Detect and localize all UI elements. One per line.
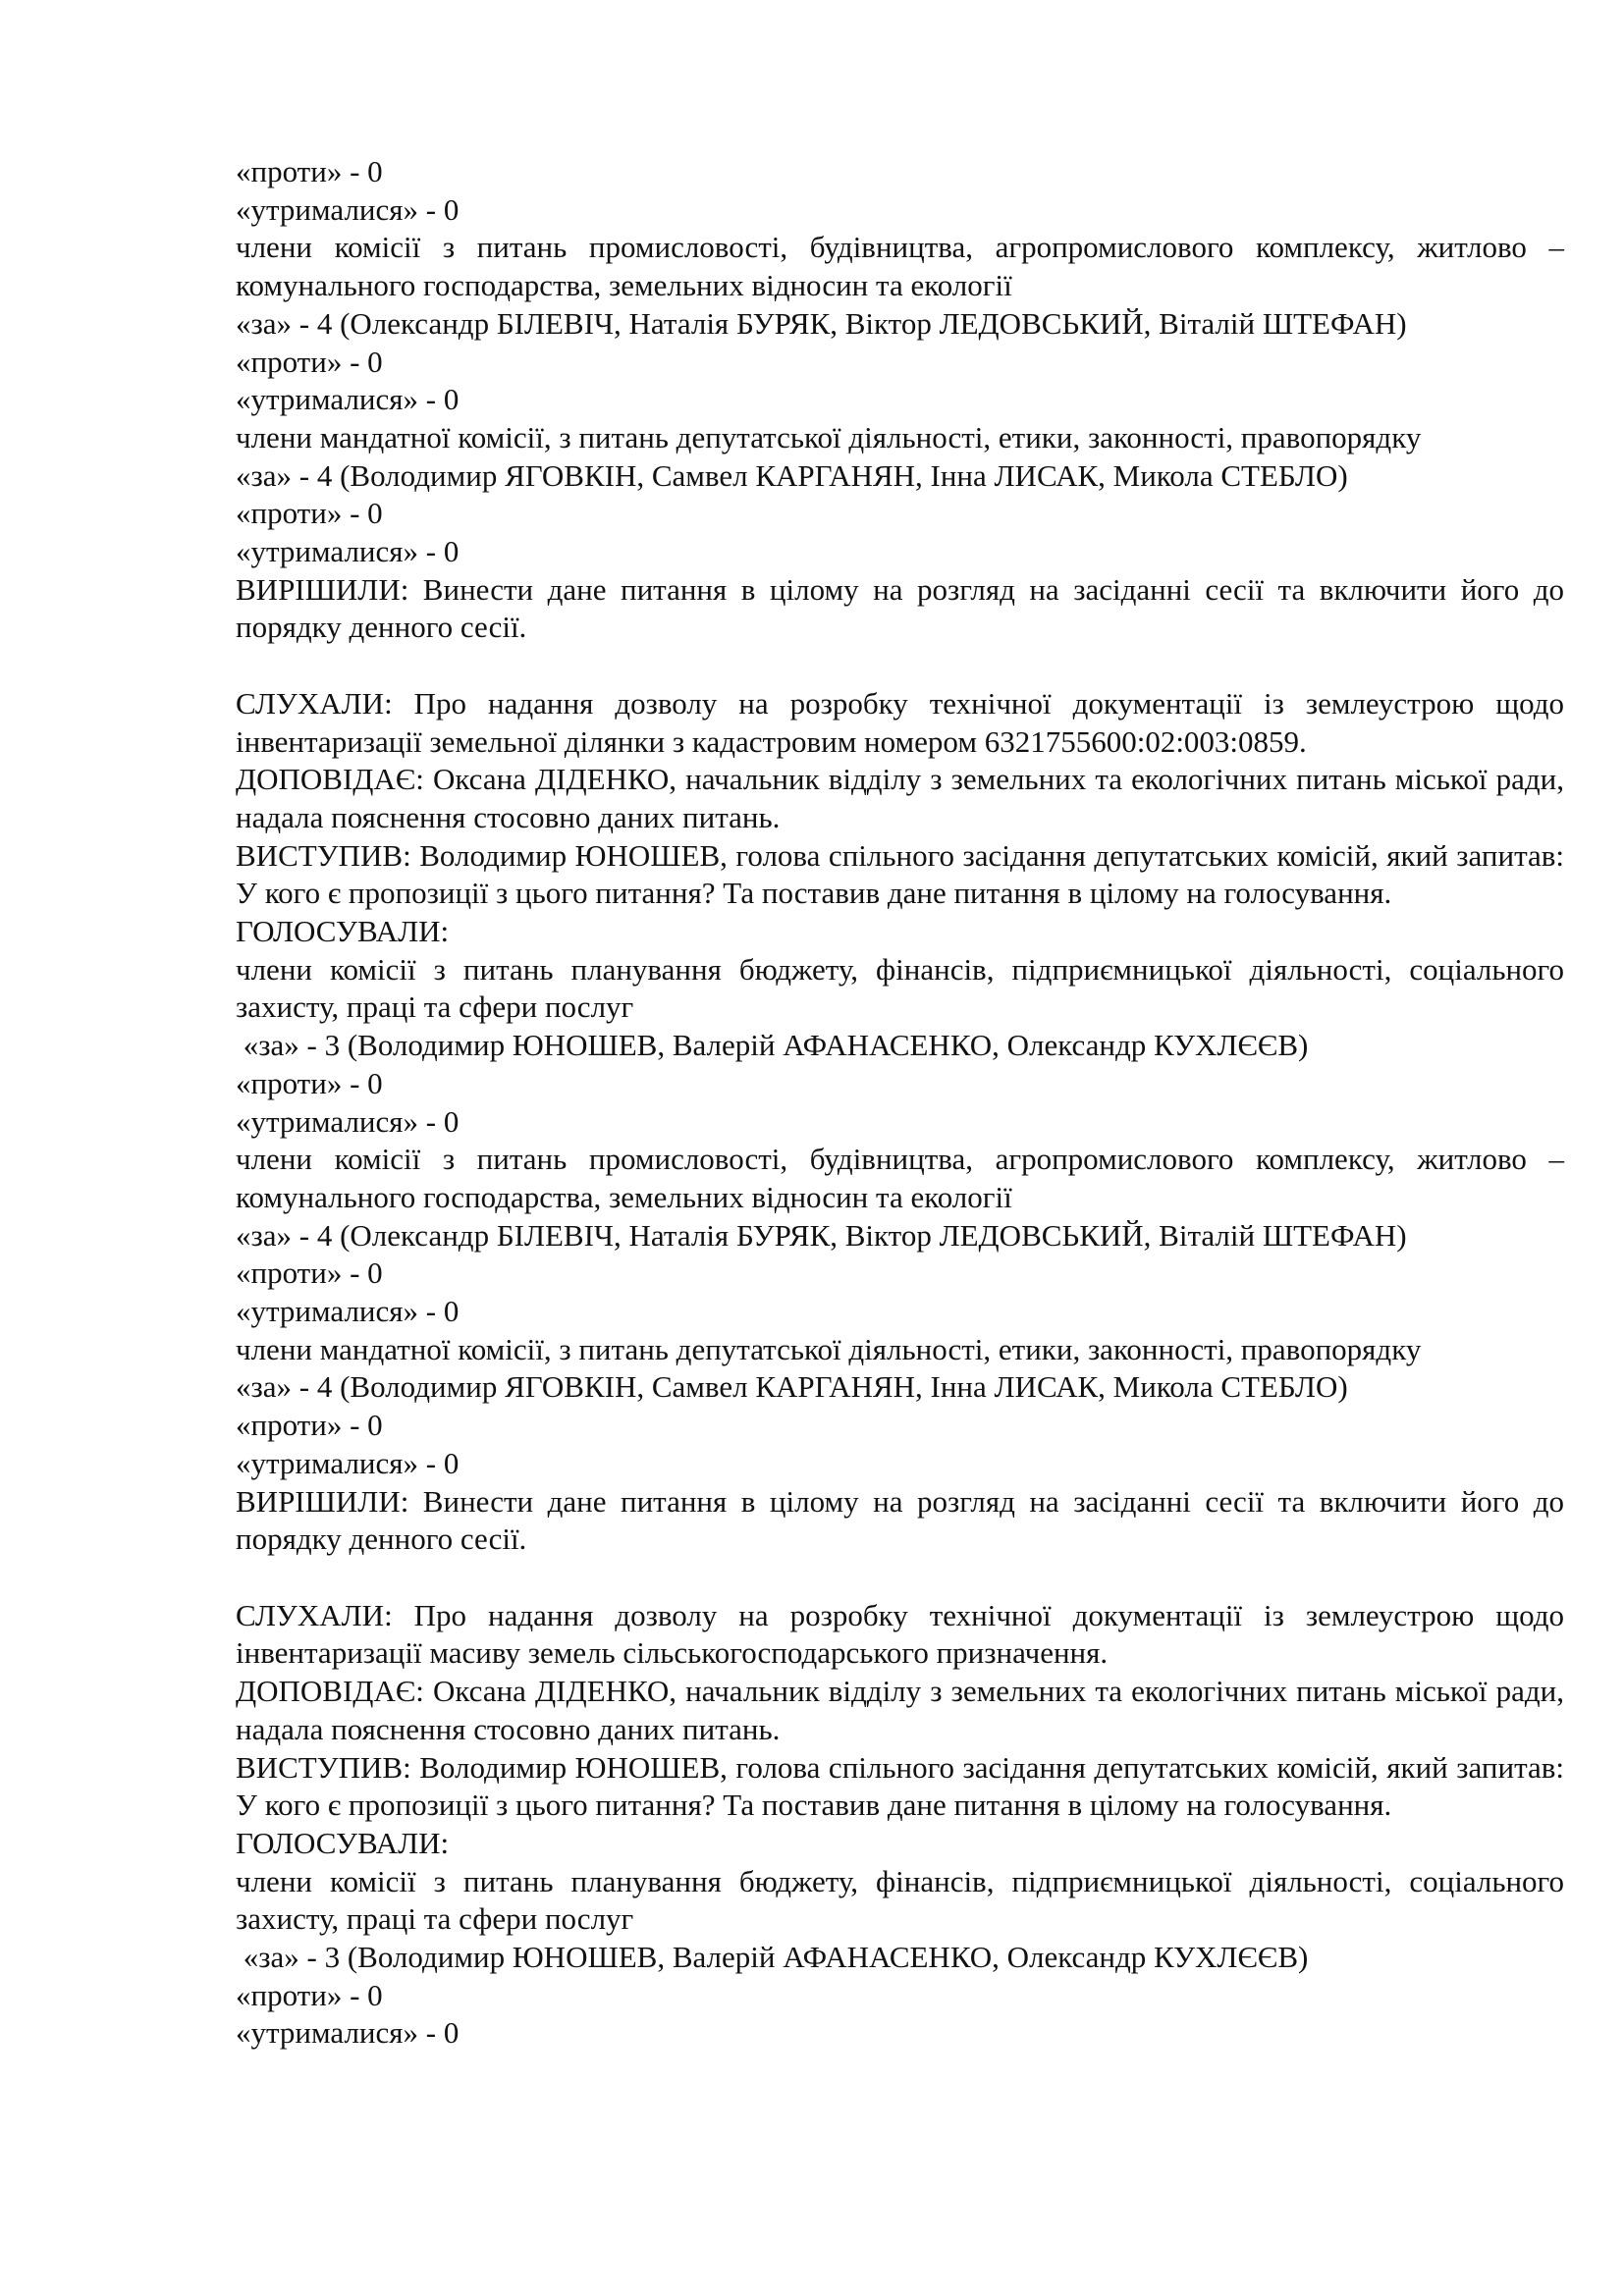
document-page (236, 153, 1564, 2053)
vote-for: «за» - 4 (Олександр БІЛЕВІЧ, Наталія БУРЯК, Віктор ЛЕДОВСЬКИЙ, Віталій ШТЕФАН) (236, 1217, 1407, 1253)
vote-for: «за» - 3 (Володимир ЮНОШЕВ, Валерій АФАНАСЕНКО, Олександр КУХЛЄЄВ) (236, 1940, 1309, 1975)
decision-text: ВИРІШИЛИ: Винести дане питання в цілому на розгляд на засіданні сесії та включити його до порядку денного сесії. (236, 571, 1564, 645)
vote-abstained: «утрималися» - 0 (236, 191, 460, 227)
vote-abstained: «утрималися» - 0 (236, 382, 460, 417)
speaker-text: ВИСТУПИВ: Володимир ЮНОШЕВ, голова спільного засідання депутатських комісій, який запитав: У кого є пропозиції з цього питання? Та поставив дане питання в цілому на голосування. (236, 837, 1564, 911)
vote-against: «проти» - 0 (236, 1408, 383, 1443)
agenda-item-2 (236, 1597, 1564, 2053)
paragraph-gap (236, 647, 1564, 685)
commission-mandate-title: члени мандатної комісії, з питань депутатської діяльності, етики, законності, правопорядку (236, 1331, 1422, 1366)
intro-section (236, 153, 1564, 647)
vote-against: «проти» - 0 (236, 154, 383, 188)
vote-for: «за» - 4 (Олександр БІЛЕВІЧ, Наталія БУРЯК, Віктор ЛЕДОВСЬКИЙ, Віталій ШТЕФАН) (236, 305, 1407, 341)
vote-for: «за» - 3 (Володимир ЮНОШЕВ, Валерій АФАНАСЕНКО, Олександр КУХЛЄЄВ) (236, 1028, 1309, 1063)
vote-against: «проти» - 0 (236, 1065, 383, 1100)
reporter-text: ДОПОВІДАЄ: Оксана ДІДЕНКО, начальник відділу з земельних та екологічних питань міської ради, надала пояснення стосовно даних питань. (236, 1674, 1564, 1746)
vote-abstained: «утрималися» - 0 (236, 1294, 460, 1329)
vote-for: «за» - 4 (Володимир ЯГОВКІН, Самвел КАРГАНЯН, Інна ЛИСАК, Микола СТЕБЛО) (236, 1369, 1348, 1405)
vote-against: «проти» - 0 (236, 496, 383, 531)
voting-heading: ГОЛОСУВАЛИ: (236, 1825, 450, 1860)
vote-against: «проти» - 0 (236, 344, 383, 379)
commission-budget-title: члени комісії з питань планування бюджету, фінансів, підприємницької діяльності, соціального захисту, праці та сфери послуг (236, 951, 1564, 1025)
vote-abstained: «утрималися» - 0 (236, 2015, 460, 2051)
decision-text: ВИРІШИЛИ: Винести дане питання в цілому на розгляд на засіданні сесії та включити його до порядку денного сесії. (236, 1483, 1564, 1557)
vote-abstained: «утрималися» - 0 (236, 1103, 460, 1139)
vote-abstained: «утрималися» - 0 (236, 1445, 460, 1480)
vote-for: «за» - 4 (Володимир ЯГОВКІН, Самвел КАРГАНЯН, Інна ЛИСАК, Микола СТЕБЛО) (236, 457, 1348, 493)
commission-mandate-title: члени мандатної комісії, з питань депутатської діяльності, етики, законності, правопорядку (236, 419, 1422, 454)
agenda-item-1 (236, 685, 1564, 1559)
commission-industry-title: члени комісії з питань промисловості, будівництва, агропромислового комплексу, житлово – комунального господарства, земельних відносин та екології (236, 1142, 1564, 1214)
paragraph-gap (236, 1559, 1564, 1597)
voting-heading: ГОЛОСУВАЛИ: (236, 914, 450, 949)
vote-abstained: «утрималися» - 0 (236, 534, 460, 569)
commission-industry-title: члени комісії з питань промисловості, будівництва, агропромислового комплексу, житлово – комунального господарства, земельних відносин та екології (236, 230, 1564, 303)
reporter-text: ДОПОВІДАЄ: Оксана ДІДЕНКО, начальник відділу з земельних та екологічних питань міської ради, надала пояснення стосовно даних питань. (236, 762, 1564, 834)
heard-text: СЛУХАЛИ: Про надання дозволу на розробку технічної документації із землеустрою щодо інвентаризації масиву земель сільськогосподарського призначення. (236, 1597, 1564, 1671)
vote-against: «проти» - 0 (236, 1977, 383, 2012)
commission-budget-title: члени комісії з питань планування бюджету, фінансів, підприємницької діяльності, соціального захисту, праці та сфери послуг (236, 1863, 1564, 1937)
speaker-text: ВИСТУПИВ: Володимир ЮНОШЕВ, голова спільного засідання депутатських комісій, який запитав: У кого є пропозиції з цього питання? Та поставив дане питання в цілому на голосування. (236, 1749, 1564, 1823)
heard-text: СЛУХАЛИ: Про надання дозволу на розробку технічної документації із землеустрою щодо інвентаризації земельної ділянки з кадастровим номером 6321755600:02:003:0859. (236, 685, 1564, 759)
vote-against: «проти» - 0 (236, 1255, 383, 1291)
